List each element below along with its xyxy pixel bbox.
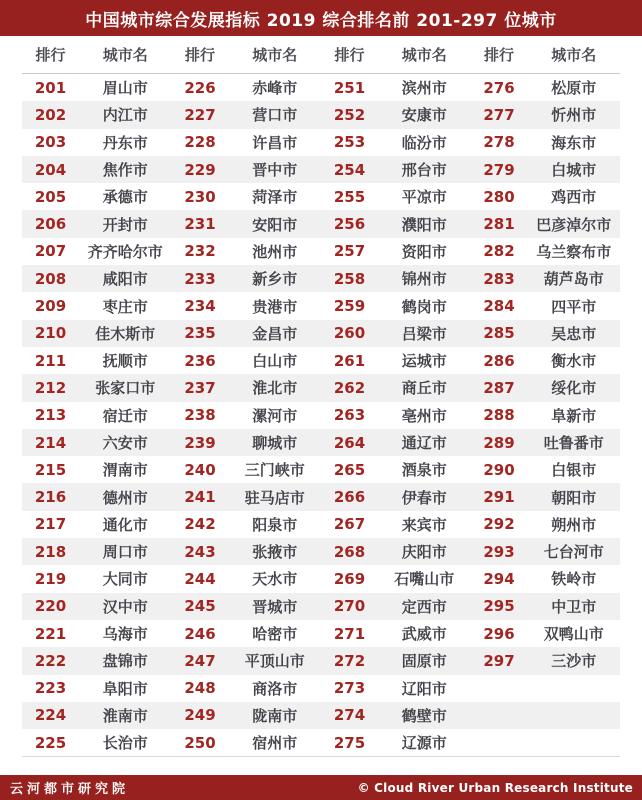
city-cell: 商丘市 [401, 379, 447, 398]
city-cell: 盘锦市 [102, 652, 148, 671]
city-cell: 定西市 [401, 597, 447, 616]
city-cell: 鹤壁市 [401, 706, 447, 725]
city-cell: 咸阳市 [102, 270, 148, 289]
rank-cell: 251 [333, 78, 366, 97]
city-cell: 鸡西市 [551, 188, 597, 207]
rank-cell: 289 [483, 433, 515, 452]
rank-cell: 204 [34, 160, 67, 179]
rank-cell: 262 [333, 378, 366, 397]
rank-cell: 233 [184, 269, 216, 288]
city-cell: 海东市 [551, 133, 597, 152]
rank-cell: 247 [184, 651, 216, 670]
city-cell: 葫芦岛市 [543, 270, 604, 289]
city-cell: 枣庄市 [102, 297, 148, 316]
city-cell: 池州市 [252, 242, 298, 261]
rank-cell: 252 [333, 105, 366, 124]
city-cell: 吴忠市 [551, 324, 597, 343]
footer-copyright: © Cloud River Urban Research Institute [357, 780, 633, 795]
city-cell: 通化市 [102, 515, 148, 534]
city-cell: 三门峡市 [244, 461, 305, 480]
rank-cell: 277 [483, 105, 515, 124]
city-cell: 佳木斯市 [95, 324, 156, 343]
city-cell: 商洛市 [252, 679, 298, 698]
city-column-header: 城市名 [378, 36, 471, 74]
city-cell: 安阳市 [252, 215, 298, 234]
city-cell: 辽阳市 [401, 679, 447, 698]
rank-cell: 260 [333, 324, 366, 343]
rank-cell: 201 [34, 78, 67, 97]
city-cell: 新乡市 [252, 270, 298, 289]
city-cell: 鹤岗市 [401, 297, 447, 316]
rank-cell: 278 [483, 133, 515, 152]
city-cell: 乌海市 [102, 625, 148, 644]
city-cell: 淮北市 [252, 379, 298, 398]
table-row [22, 183, 620, 210]
table-row [22, 129, 620, 156]
table-row [22, 483, 620, 510]
city-cell: 巴彦淖尔市 [536, 215, 612, 234]
rank-cell: 212 [34, 378, 67, 397]
rank-cell: 216 [34, 488, 67, 507]
city-cell: 来宾市 [401, 515, 447, 534]
rank-cell: 280 [483, 187, 515, 206]
table-row [22, 238, 620, 265]
rank-cell: 238 [184, 406, 216, 425]
city-cell: 菏泽市 [252, 188, 298, 207]
rank-cell: 276 [483, 78, 515, 97]
rank-cell: 226 [184, 78, 216, 97]
city-cell: 三沙市 [551, 652, 597, 671]
rank-cell: 237 [184, 378, 216, 397]
rank-cell: 243 [184, 542, 216, 561]
city-cell: 宿迁市 [102, 406, 148, 425]
rank-cell: 290 [483, 460, 515, 479]
rank-cell: 269 [333, 569, 366, 588]
city-cell: 漯河市 [252, 406, 298, 425]
city-cell: 资阳市 [401, 242, 447, 261]
city-cell: 焦作市 [102, 161, 148, 180]
table-row [22, 675, 620, 702]
table-row [22, 538, 620, 565]
city-cell: 营口市 [252, 106, 298, 125]
rank-cell: 232 [184, 242, 216, 261]
city-cell: 松原市 [551, 79, 597, 98]
footer-org-name: 云河都市研究院 [10, 782, 130, 797]
rank-cell: 271 [333, 624, 366, 643]
rank-cell: 254 [333, 160, 366, 179]
city-cell: 张掖市 [252, 543, 298, 562]
rank-cell: 256 [333, 215, 366, 234]
rank-column-header: 排行 [471, 36, 528, 74]
rank-cell: 223 [34, 679, 67, 698]
city-cell: 大同市 [102, 570, 148, 589]
rank-cell: 288 [483, 406, 515, 425]
city-cell: 通辽市 [401, 434, 447, 452]
city-cell: 内江市 [102, 106, 148, 125]
city-cell [528, 675, 621, 702]
rank-cell: 225 [34, 733, 67, 752]
rank-cell: 266 [333, 488, 366, 507]
rank-cell: 244 [184, 569, 216, 588]
rank-column-header: 排行 [172, 36, 229, 74]
rank-cell: 240 [184, 460, 216, 479]
table-row [22, 429, 620, 456]
rank-cell: 229 [184, 160, 216, 179]
city-cell: 绥化市 [551, 379, 597, 398]
city-cell: 金昌市 [252, 324, 298, 343]
rank-cell [471, 729, 528, 757]
rank-cell: 206 [34, 215, 67, 234]
city-cell: 伊春市 [401, 488, 447, 507]
table-row [22, 101, 620, 128]
rank-cell: 293 [483, 542, 515, 561]
city-cell: 亳州市 [401, 406, 447, 425]
city-cell: 渭南市 [102, 461, 148, 480]
city-cell: 开封市 [102, 215, 148, 234]
rank-cell: 228 [184, 133, 216, 152]
table-row [22, 729, 620, 757]
city-cell: 双鸭山市 [543, 625, 604, 644]
city-cell: 铁岭市 [551, 570, 597, 589]
ranking-table-wrap [22, 36, 620, 757]
rank-cell: 281 [483, 215, 515, 234]
rank-cell: 264 [333, 433, 366, 452]
city-cell: 阳泉市 [252, 515, 298, 534]
rank-cell: 234 [184, 297, 216, 316]
city-cell: 忻州市 [551, 106, 597, 125]
city-cell: 辽源市 [401, 734, 447, 753]
city-cell: 七台河市 [543, 543, 604, 562]
rank-cell: 286 [483, 351, 515, 370]
rank-cell: 217 [34, 515, 67, 534]
ranking-table-body [22, 74, 620, 757]
city-cell: 平顶山市 [244, 652, 305, 671]
city-column-header: 城市名 [528, 36, 621, 74]
rank-cell: 227 [184, 105, 216, 124]
city-cell: 许昌市 [252, 133, 298, 152]
rank-cell: 241 [184, 488, 216, 507]
rank-cell: 211 [34, 351, 67, 370]
rank-cell: 245 [184, 597, 216, 616]
rank-cell: 218 [34, 542, 67, 561]
rank-cell: 231 [184, 215, 216, 234]
rank-cell: 242 [184, 515, 216, 534]
rank-cell: 207 [34, 242, 67, 261]
rank-cell: 205 [34, 187, 67, 206]
city-cell: 阜新市 [551, 406, 597, 425]
city-cell: 庆阳市 [401, 543, 447, 562]
rank-cell: 273 [333, 679, 366, 698]
city-cell: 朔州市 [551, 515, 597, 534]
city-cell: 抚顺市 [102, 352, 148, 371]
city-cell: 周口市 [102, 543, 148, 562]
city-cell: 安康市 [401, 106, 447, 125]
city-cell: 陇南市 [252, 706, 298, 725]
table-row [22, 565, 620, 592]
table-row [22, 402, 620, 429]
rank-cell: 282 [483, 242, 515, 261]
rank-cell: 249 [184, 706, 216, 725]
city-cell: 濮阳市 [401, 215, 447, 234]
rank-cell: 248 [184, 679, 216, 698]
rank-cell: 297 [483, 651, 515, 670]
rank-cell: 214 [34, 433, 67, 452]
city-cell: 乌兰察布市 [536, 242, 612, 261]
rank-cell: 263 [333, 406, 366, 425]
rank-cell: 268 [333, 542, 366, 561]
rank-cell: 213 [34, 406, 67, 425]
rank-cell: 253 [333, 133, 366, 152]
city-cell: 六安市 [102, 434, 148, 452]
city-column-header: 城市名 [79, 36, 172, 74]
rank-cell: 261 [333, 351, 366, 370]
city-cell: 白城市 [551, 161, 597, 180]
table-row [22, 511, 620, 538]
city-cell: 晋中市 [252, 161, 298, 180]
rank-cell [471, 675, 528, 702]
rank-cell: 285 [483, 324, 515, 343]
city-cell: 淮南市 [102, 706, 148, 725]
rank-cell: 219 [34, 569, 67, 588]
rank-cell: 230 [184, 187, 216, 206]
city-cell: 邢台市 [401, 161, 447, 180]
rank-cell: 270 [333, 597, 366, 616]
city-cell: 中卫市 [551, 597, 597, 616]
city-cell: 运城市 [401, 352, 447, 371]
rank-cell: 287 [483, 378, 515, 397]
city-cell: 滨州市 [401, 79, 447, 98]
city-cell: 承德市 [102, 188, 148, 207]
rank-cell: 292 [483, 515, 515, 534]
city-cell: 天水市 [252, 570, 298, 589]
rank-cell: 224 [34, 706, 67, 725]
table-row [22, 156, 620, 183]
table-row [22, 347, 620, 374]
rank-cell: 235 [184, 324, 216, 343]
table-row [22, 702, 620, 729]
table-row [22, 456, 620, 483]
rank-cell: 294 [483, 569, 515, 588]
table-row [22, 620, 620, 647]
rank-column-header: 排行 [321, 36, 378, 74]
city-cell: 哈密市 [252, 625, 298, 644]
city-cell: 长治市 [102, 734, 148, 753]
city-cell: 德州市 [102, 488, 148, 507]
rank-cell: 291 [483, 488, 515, 507]
rank-cell: 283 [483, 269, 515, 288]
rank-cell: 265 [333, 460, 366, 479]
rank-cell: 236 [184, 351, 216, 370]
table-row [22, 374, 620, 401]
rank-cell: 284 [483, 297, 515, 316]
rank-cell: 215 [34, 460, 67, 479]
city-cell [528, 729, 621, 757]
rank-cell: 239 [184, 433, 216, 452]
rank-cell: 296 [483, 624, 515, 643]
table-row [22, 74, 620, 102]
rank-cell: 257 [333, 242, 366, 261]
city-cell: 酒泉市 [401, 461, 447, 480]
city-cell: 白山市 [252, 352, 298, 371]
city-cell: 衡水市 [551, 352, 597, 371]
rank-cell: 272 [333, 651, 366, 670]
city-cell: 眉山市 [102, 79, 148, 98]
rank-cell: 267 [333, 515, 366, 534]
city-cell [528, 702, 621, 729]
rank-cell: 246 [184, 624, 216, 643]
table-row [22, 320, 620, 347]
city-cell: 晋城市 [252, 597, 298, 616]
rank-cell: 295 [483, 597, 515, 616]
city-cell: 白银市 [551, 461, 597, 480]
rank-cell: 279 [483, 160, 515, 179]
city-column-header: 城市名 [229, 36, 322, 74]
city-cell: 聊城市 [252, 434, 298, 452]
city-cell: 锦州市 [401, 270, 447, 289]
rank-cell: 220 [34, 597, 67, 616]
rank-cell: 258 [333, 269, 366, 288]
city-cell: 固原市 [401, 652, 447, 671]
city-cell: 朝阳市 [551, 488, 597, 507]
city-cell: 四平市 [551, 297, 597, 316]
rank-cell: 208 [34, 269, 67, 288]
rank-cell: 274 [333, 706, 366, 725]
table-row [22, 292, 620, 319]
city-cell: 平凉市 [401, 188, 447, 207]
rank-cell: 255 [333, 187, 366, 206]
rank-cell: 222 [34, 651, 67, 670]
rank-column-header: 排行 [22, 36, 79, 74]
city-cell: 张家口市 [95, 379, 156, 398]
rank-cell: 250 [184, 733, 216, 752]
city-cell: 石嘴山市 [394, 570, 455, 589]
rank-cell: 259 [333, 297, 366, 316]
city-cell: 吕梁市 [401, 324, 447, 343]
city-cell: 临汾市 [401, 133, 447, 152]
city-cell: 驻马店市 [244, 488, 305, 507]
table-row [22, 593, 620, 620]
rank-cell: 203 [34, 133, 67, 152]
page-title: 中国城市综合发展指标 2019 综合排名前 201-297 位城市 [85, 10, 557, 31]
city-cell: 吐鲁番市 [543, 434, 604, 452]
table-row [22, 210, 620, 237]
city-cell: 汉中市 [102, 597, 148, 616]
rank-cell: 209 [34, 297, 67, 316]
city-cell: 阜阳市 [102, 679, 148, 698]
rank-cell: 275 [333, 733, 366, 752]
city-cell: 武威市 [401, 625, 447, 644]
rank-cell: 221 [34, 624, 67, 643]
city-cell: 宿州市 [252, 734, 298, 753]
city-cell: 丹东市 [102, 133, 148, 152]
title-bar [0, 0, 642, 36]
city-cell: 贵港市 [252, 297, 298, 316]
table-row [22, 647, 620, 674]
table-header-row [22, 36, 620, 74]
city-cell: 齐齐哈尔市 [87, 242, 163, 261]
table-row [22, 265, 620, 292]
rank-cell: 210 [34, 324, 67, 343]
footer-bar [0, 775, 642, 800]
rank-cell: 202 [34, 105, 67, 124]
city-cell: 赤峰市 [252, 79, 298, 98]
rank-cell [471, 702, 528, 729]
ranking-table [22, 36, 620, 757]
